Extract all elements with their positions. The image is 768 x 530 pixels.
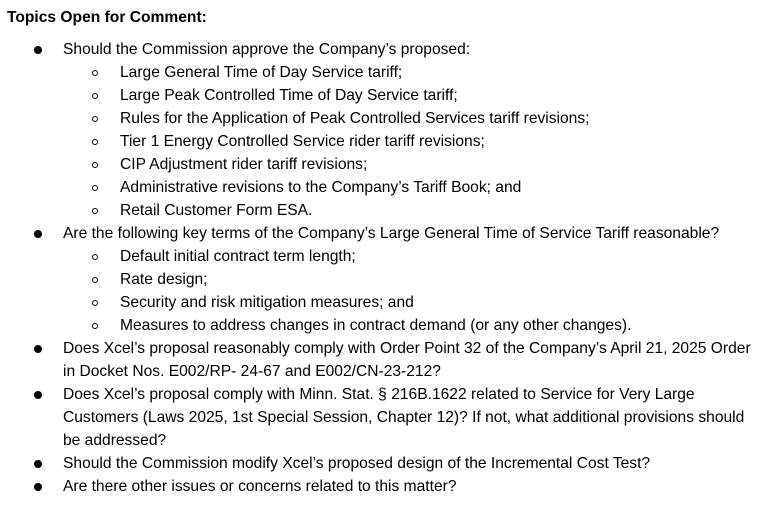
subtopic-item bbox=[63, 107, 760, 130]
subtopic-item bbox=[63, 268, 760, 291]
subtopic-text: Retail Customer Form ESA. bbox=[120, 202, 313, 219]
subtopic-text: Security and risk mitigation measures; and bbox=[120, 294, 414, 311]
subtopic-item bbox=[63, 84, 760, 107]
hollow-bullet-icon bbox=[92, 277, 98, 283]
subtopic-text: Rules for the Application of Peak Controlled Services tariff revisions; bbox=[120, 110, 590, 127]
hollow-bullet-icon bbox=[92, 208, 98, 214]
hollow-bullet-icon bbox=[92, 70, 98, 76]
topic-text: Are the following key terms of the Company’s Large General Time of Service Tariff reasonable? bbox=[63, 225, 720, 242]
topic-text: Are there other issues or concerns related to this matter? bbox=[63, 478, 457, 495]
hollow-bullet-icon bbox=[92, 300, 98, 306]
bullet-icon bbox=[34, 460, 42, 468]
subtopic-item bbox=[63, 176, 760, 199]
subtopics-list bbox=[63, 245, 760, 337]
bullet-icon bbox=[34, 345, 42, 353]
section-heading: Topics Open for Comment: bbox=[7, 9, 207, 26]
subtopic-text: CIP Adjustment rider tariff revisions; bbox=[120, 156, 368, 173]
bullet-icon bbox=[34, 46, 42, 54]
subtopic-text: Large Peak Controlled Time of Day Service tariff; bbox=[120, 87, 458, 104]
subtopic-item bbox=[63, 291, 760, 314]
subtopic-text: Large General Time of Day Service tariff; bbox=[120, 64, 403, 81]
topic-item bbox=[0, 383, 768, 452]
subtopic-text: Default initial contract term length; bbox=[120, 248, 356, 265]
topic-text: Does Xcel’s proposal comply with Minn. Stat. § 216B.1622 related to Service for Very Large Customers (Laws 2025, 1st Special Session, Chapter 12)? If not, what additional provisions should be addressed? bbox=[63, 386, 745, 449]
subtopic-item bbox=[63, 314, 760, 337]
topic-item bbox=[0, 38, 768, 222]
hollow-bullet-icon bbox=[92, 254, 98, 260]
topic-text: Should the Commission modify Xcel’s proposed design of the Incremental Cost Test? bbox=[63, 455, 651, 472]
subtopic-item bbox=[63, 153, 760, 176]
subtopic-text: Administrative revisions to the Company’s Tariff Book; and bbox=[120, 179, 522, 196]
subtopics-list bbox=[63, 61, 760, 222]
hollow-bullet-icon bbox=[92, 139, 98, 145]
topics-list bbox=[0, 38, 768, 498]
topic-item bbox=[0, 452, 768, 475]
hollow-bullet-icon bbox=[92, 93, 98, 99]
bullet-icon bbox=[34, 230, 42, 238]
subtopic-text: Rate design; bbox=[120, 271, 208, 288]
topic-item bbox=[0, 475, 768, 498]
subtopic-item bbox=[63, 199, 760, 222]
hollow-bullet-icon bbox=[92, 162, 98, 168]
topic-text: Does Xcel’s proposal reasonably comply with Order Point 32 of the Company’s April 21, 2025 Order in Docket Nos. E002/RP- 24-67 and E002/CN-23-212? bbox=[63, 340, 751, 380]
subtopic-text: Tier 1 Energy Controlled Service rider tariff revisions; bbox=[120, 133, 485, 150]
topic-item bbox=[0, 337, 768, 383]
bullet-icon bbox=[34, 391, 42, 399]
hollow-bullet-icon bbox=[92, 116, 98, 122]
subtopic-text: Measures to address changes in contract demand (or any other changes). bbox=[120, 317, 632, 334]
subtopic-item bbox=[63, 245, 760, 268]
hollow-bullet-icon bbox=[92, 323, 98, 329]
topic-item bbox=[0, 222, 768, 337]
subtopic-item bbox=[63, 61, 760, 84]
subtopic-item bbox=[63, 130, 760, 153]
bullet-icon bbox=[34, 483, 42, 491]
hollow-bullet-icon bbox=[92, 185, 98, 191]
topic-text: Should the Commission approve the Company’s proposed: bbox=[63, 41, 471, 58]
